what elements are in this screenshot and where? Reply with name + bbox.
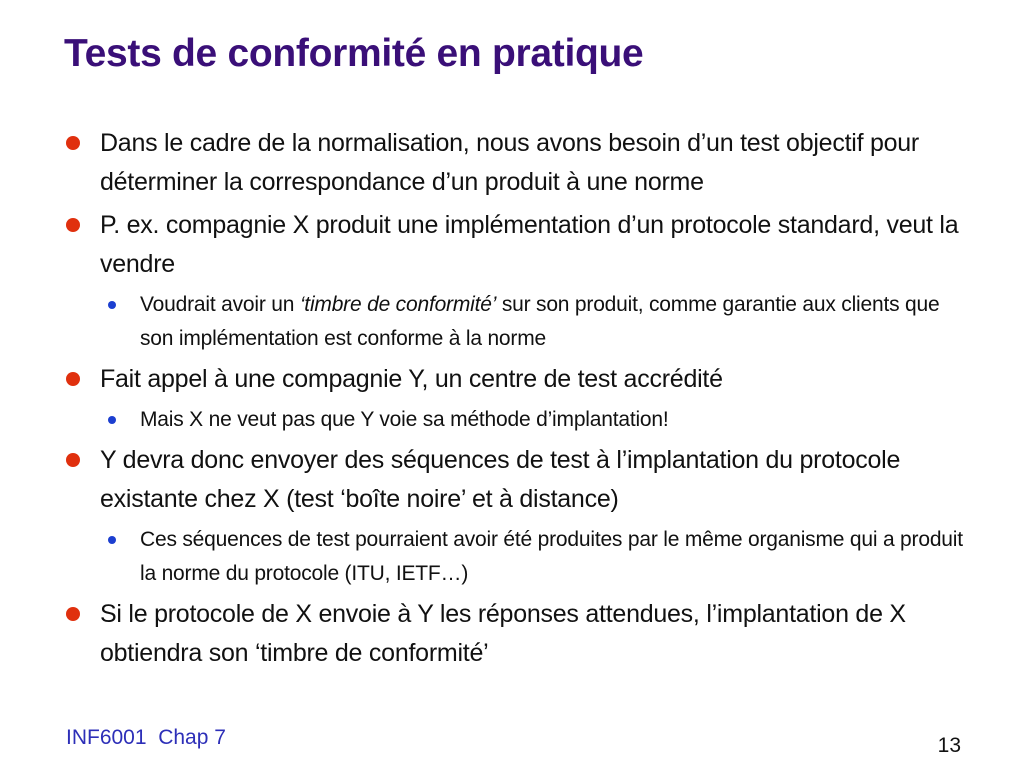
sub-bullet-text: Ces séquences de test pourraient avoir été produites par le même organisme qui a produit la norme du protocole (ITU, IETF…) bbox=[140, 528, 963, 585]
bullet-dot-icon bbox=[66, 218, 80, 232]
sub-bullet-item bbox=[140, 403, 970, 437]
bullet-item bbox=[100, 360, 970, 399]
sub-bullet-text-pre: Voudrait avoir un bbox=[140, 293, 300, 316]
footer-course-label: INF6001 Chap 7 bbox=[66, 726, 226, 749]
sub-bullet-text-post: sur son produit, comme garantie aux clients que son implémentation est conforme à la norme bbox=[140, 293, 940, 350]
bullet-text: Si le protocole de X envoie à Y les réponses attendues, l’implantation de X obtiendra son ‘timbre de conformité’ bbox=[100, 600, 906, 667]
bullet-text: Fait appel à une compagnie Y, un centre de test accrédité bbox=[100, 365, 723, 393]
bullet-item bbox=[100, 441, 970, 519]
bullet-item bbox=[100, 595, 970, 673]
bullet-item bbox=[100, 124, 970, 202]
sub-bullet-text-italic: ‘timbre de conformité’ bbox=[299, 293, 497, 316]
bullet-list bbox=[0, 124, 1024, 677]
sub-bullet-text: Mais X ne veut pas que Y voie sa méthode d’implantation! bbox=[140, 408, 669, 431]
bullet-dot-icon bbox=[66, 372, 80, 386]
bullet-text: Dans le cadre de la normalisation, nous avons besoin d’un test objectif pour déterminer la correspondance d’un produit à une norme bbox=[100, 129, 920, 196]
slide-title: Tests de conformité en pratique bbox=[64, 32, 644, 75]
sub-bullet-dot-icon bbox=[108, 416, 116, 424]
bullet-dot-icon bbox=[66, 453, 80, 467]
sub-bullet-item bbox=[140, 523, 970, 591]
bullet-text: P. ex. compagnie X produit une implémentation d’un protocole standard, veut la vendre bbox=[100, 211, 959, 278]
page-number: 13 bbox=[937, 734, 961, 757]
bullet-text: Y devra donc envoyer des séquences de test à l’implantation du protocole existante chez X (test ‘boîte noire’ et à distance) bbox=[100, 446, 901, 513]
bullet-dot-icon bbox=[66, 607, 80, 621]
sub-bullet-dot-icon bbox=[108, 536, 116, 544]
sub-bullet-item bbox=[140, 288, 970, 356]
sub-bullet-dot-icon bbox=[108, 301, 116, 309]
bullet-dot-icon bbox=[66, 136, 80, 150]
bullet-item bbox=[100, 206, 970, 284]
